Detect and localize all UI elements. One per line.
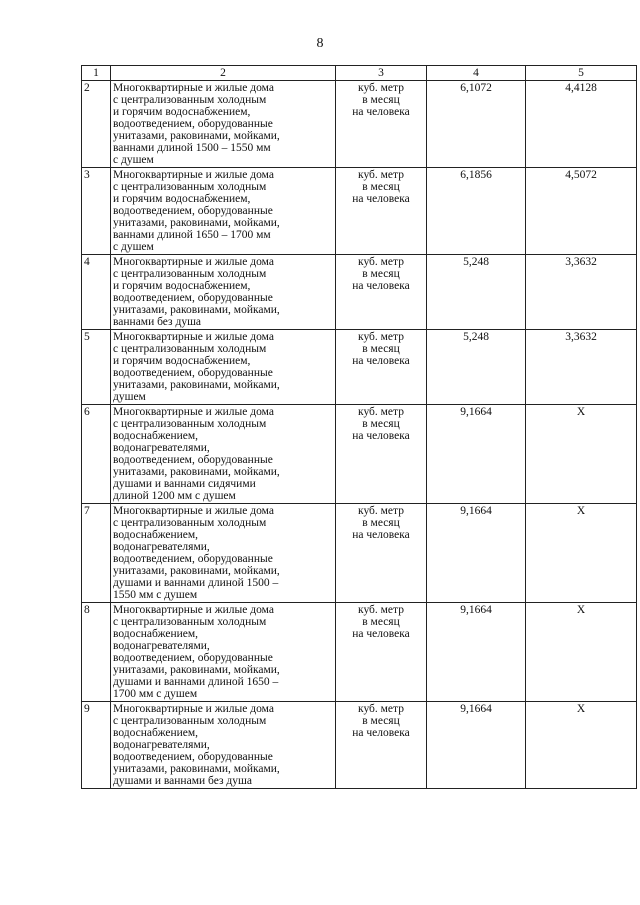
row-description: Многоквартирные и жилые дома с централизованным холодным водоснабжением, водонагревателями, водоотведением, оборудованные унитазами, раковинами, мойками, душами и ваннами длиной 1500 – 1550 мм с душем [111, 504, 336, 603]
row-unit: куб. метр в месяц на человека [336, 405, 427, 504]
table-row [82, 702, 637, 789]
row-value-col5: 4,4128 [526, 81, 637, 168]
table-row [82, 81, 637, 168]
table-row [82, 405, 637, 504]
row-value-col5: Х [526, 603, 637, 702]
table-row [82, 603, 637, 702]
row-unit: куб. метр в месяц на человека [336, 81, 427, 168]
table-row [82, 255, 637, 330]
row-number: 9 [82, 702, 111, 789]
row-number: 4 [82, 255, 111, 330]
row-description: Многоквартирные и жилые дома с централизованным холодным и горячим водоснабжением, водоотведением, оборудованные унитазами, раковинами, мойками, ваннами длиной 1650 – 1700 мм с душем [111, 168, 336, 255]
header-row [82, 66, 637, 81]
row-number: 6 [82, 405, 111, 504]
row-value-col4: 9,1664 [427, 702, 526, 789]
row-unit: куб. метр в месяц на человека [336, 330, 427, 405]
row-value-col5: 3,3632 [526, 330, 637, 405]
row-value-col5: 4,5072 [526, 168, 637, 255]
row-description: Многоквартирные и жилые дома с централизованным холодным водоснабжением, водонагревателями, водоотведением, оборудованные унитазами, раковинами, мойками, душами и ваннами сидячими длиной 1200 мм с душем [111, 405, 336, 504]
row-number: 8 [82, 603, 111, 702]
row-description: Многоквартирные и жилые дома с централизованным холодным водоснабжением, водонагревателями, водоотведением, оборудованные унитазами, раковинами, мойками, душами и ваннами длиной 1650 – 1700 мм с душем [111, 603, 336, 702]
table-header [82, 66, 637, 81]
row-value-col4: 6,1856 [427, 168, 526, 255]
row-unit: куб. метр в месяц на человека [336, 702, 427, 789]
row-description: Многоквартирные и жилые дома с централизованным холодным и горячим водоснабжением, водоотведением, оборудованные унитазами, раковинами, мойками, душем [111, 330, 336, 405]
page-number: 8 [316, 36, 324, 51]
row-value-col5: Х [526, 405, 637, 504]
row-value-col5: Х [526, 702, 637, 789]
row-value-col4: 9,1664 [427, 603, 526, 702]
row-number: 7 [82, 504, 111, 603]
header-col-2: 2 [111, 66, 336, 81]
table-row [82, 330, 637, 405]
row-value-col4: 6,1072 [427, 81, 526, 168]
row-unit: куб. метр в месяц на человека [336, 603, 427, 702]
row-unit: куб. метр в месяц на человека [336, 168, 427, 255]
row-value-col5: Х [526, 504, 637, 603]
table-row [82, 504, 637, 603]
row-description: Многоквартирные и жилые дома с централизованным холодным и горячим водоснабжением, водоотведением, оборудованные унитазами, раковинами, мойками, ваннами длиной 1500 – 1550 мм с душем [111, 81, 336, 168]
row-description: Многоквартирные и жилые дома с централизованным холодным и горячим водоснабжением, водоотведением, оборудованные унитазами, раковинами, мойками, ваннами без душа [111, 255, 336, 330]
header-col-3: 3 [336, 66, 427, 81]
row-number: 5 [82, 330, 111, 405]
row-value-col4: 9,1664 [427, 504, 526, 603]
row-number: 3 [82, 168, 111, 255]
header-col-5: 5 [526, 66, 637, 81]
row-value-col4: 9,1664 [427, 405, 526, 504]
row-description: Многоквартирные и жилые дома с централизованным холодным водоснабжением, водонагревателями, водоотведением, оборудованные унитазами, раковинами, мойками, душами и ваннами без душа [111, 702, 336, 789]
row-unit: куб. метр в месяц на человека [336, 504, 427, 603]
header-col-1: 1 [82, 66, 111, 81]
row-value-col4: 5,248 [427, 255, 526, 330]
norms-table [81, 65, 637, 789]
row-value-col5: 3,3632 [526, 255, 637, 330]
table-row [82, 168, 637, 255]
row-unit: куб. метр в месяц на человека [336, 255, 427, 330]
header-col-4: 4 [427, 66, 526, 81]
table-body [82, 81, 637, 789]
row-value-col4: 5,248 [427, 330, 526, 405]
row-number: 2 [82, 81, 111, 168]
